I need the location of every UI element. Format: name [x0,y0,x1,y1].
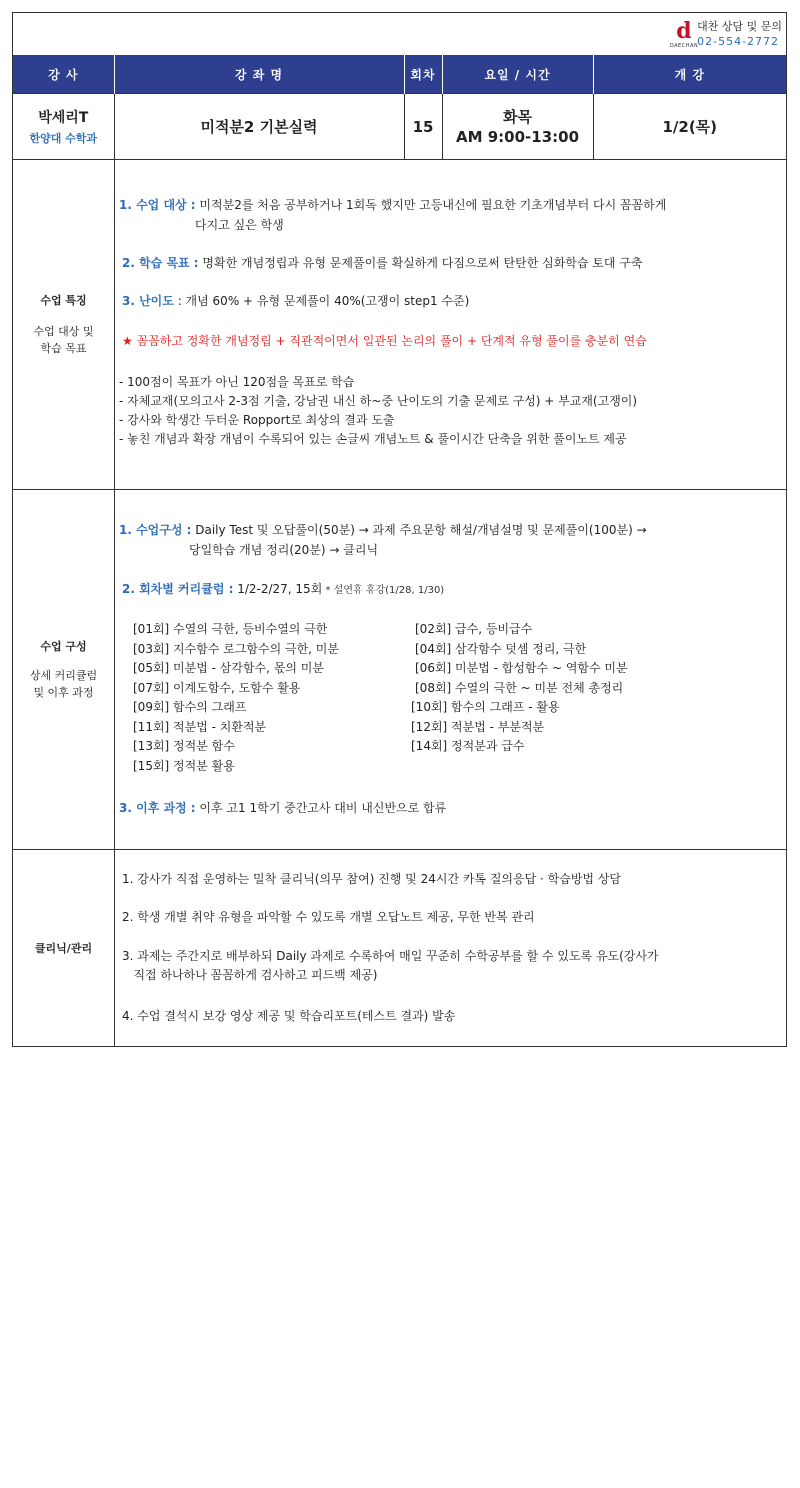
features-label-sub2: 학습 목표 [40,342,87,355]
header-schedule: 요일 / 시간 [442,55,593,94]
start-date: 1/2(목) [593,94,786,160]
session-item: [01회] 수열의 극한, 등비수열의 극한 [133,622,328,636]
schedule-cell [442,94,593,160]
feature-bullet-1: - 100점이 목표가 아닌 120점을 목표로 학습 [119,375,355,389]
level-title: 3. 난이도 [122,294,174,308]
session-item: [05회] 미분법 - 삼각함수, 몫의 미분 [133,661,324,675]
clinic-item-2: 2. 학생 개별 취약 유형을 파악할 수 있도록 개별 오답노트 제공, 무한 반복 관리 [122,910,535,924]
session-row [133,757,339,777]
target-text1: 미적분2를 처음 공부하거나 1회독 했지만 고등내신에 필요한 기초개념부터 다시 꼼꼼하게 [195,198,667,212]
contact-phone[interactable]: 02-554-2772 [697,35,780,48]
teacher-name: 박세리T [38,110,89,126]
session-item: [04회] 삼각함수 덧셈 정리, 극한 [415,641,587,656]
header-start: 개 강 [593,55,786,94]
goal-line [122,254,642,273]
session-item: [13회] 정적분 함수 [133,739,235,753]
comp-title: 1. 수업구성 : [119,523,192,537]
curr-text: 1/2-2/27, 15회 [233,582,323,596]
header-sessions: 회차 [404,55,442,94]
clinic-item-4: 4. 수업 결석시 보강 영상 제공 및 학습리포트(테스트 결과) 발송 [122,1009,456,1023]
feature-bullet-2: - 자체교재(모의고사 2-3점 기출, 강남권 내신 하~중 난이도의 기출 문제로 구성) + 부교재(고쟁이) [119,394,638,408]
header-teacher: 강 사 [13,55,114,94]
session-item: [09회] 함수의 그래프 [133,700,247,714]
level-line [122,292,469,311]
session-item: [08회] 수열의 극한 ~ 미분 전체 총정리 [415,680,624,695]
comp-line [119,521,647,540]
goal-text: 명확한 개념정립과 유형 문제풀이를 확실하게 다짐으로써 탄탄한 심화학습 토대 구축 [198,256,643,270]
target-text2: 다지고 싶은 학생 [195,218,284,232]
level-text: : 개념 60% + 유형 문제풀이 40%(고쟁이 step1 수준) [173,294,470,308]
teacher-cell [13,94,114,160]
session-count: 15 [404,94,442,160]
highlight-line: ★ 꼼꼼하고 정확한 개념정립 + 직관적이면서 일관된 논리의 풀이 + 단계적 유형 풀이를 충분히 연습 [122,334,647,348]
clinic-label [13,850,115,1046]
contact-label: 대찬 상담 및 문의 [697,20,782,33]
clinic-section [13,850,786,1046]
curr-title: 2. 회차별 커리큘럼 : [122,582,234,596]
structure-section [13,490,786,850]
session-item: [02회] 급수, 등비급수 [415,622,533,636]
features-label [13,160,115,489]
session-row [133,620,533,640]
session-row [133,640,587,660]
structure-label-sub2: 및 이후 과정 [33,686,94,699]
session-item: [10회] 함수의 그래프 - 활용 [411,700,560,714]
session-item: [12회] 적분법 - 부분적분 [411,719,545,734]
after-line [119,799,446,818]
course-sheet [12,12,787,1047]
daechan-logo-icon: d [676,18,692,44]
header-course: 강 좌 명 [114,55,404,94]
feature-bullet-4: - 놓친 개념과 확장 개념이 수록되어 있는 손글씨 개념노트 & 풀이시간 단축을 위한 풀이노트 제공 [119,432,627,446]
features-label-sub1: 수업 대상 및 [33,325,94,338]
session-row [133,698,560,718]
daechan-logo [668,19,700,53]
session-row [133,679,624,699]
course-header-table [13,55,786,160]
session-item: [06회] 미분법 - 합성함수 ~ 역함수 미분 [415,661,628,675]
comp-text1: Daily Test 및 오답풀이(50분) → 과제 주요문항 해설/개념설명 및 문제풀이(100분) → [191,523,647,537]
session-row [133,718,545,738]
structure-label-sub1: 상세 커리큘럼 [29,669,98,682]
target-line [119,196,666,215]
course-row [13,94,786,160]
clinic-item-1: 1. 강사가 직접 운영하는 밀착 클리닉(의무 참여) 진행 및 24시간 카톡 질의응답 · 학습방법 상담 [122,872,622,886]
curr-note: * 설연휴 휴강(1/28, 1/30) [322,585,445,596]
clinic-label-main: 클리닉/관리 [34,941,93,955]
session-item: [07회] 이계도함수, 도함수 활용 [133,680,301,695]
session-row [133,659,628,679]
session-item: [14회] 정적분과 급수 [411,739,525,753]
session-row [133,737,525,757]
teacher-univ: 한양대 수학과 [29,132,98,145]
features-section [13,160,786,490]
structure-label-main: 수업 구성 [40,640,87,653]
clinic-item-3-cont: 직접 하나하나 꼼꼼하게 검사하고 피드백 제공) [122,968,378,982]
schedule-time: AM 9:00-13:00 [455,127,580,146]
goal-title: 2. 학습 목표 : [122,256,199,270]
structure-label [13,490,115,849]
clinic-item-3: 3. 과제는 주간지로 배부하되 Daily 과제로 수록하여 매일 꾸준히 수학공부를 할 수 있도록 유도(강사가 [122,949,659,963]
logo-brand-text: DAECHAN [669,43,699,49]
curr-line [122,580,444,600]
session-item: [15회] 정적분 활용 [133,758,235,773]
schedule-days: 화목 [503,107,532,126]
top-bar [13,13,786,56]
target-title: 1. 수업 대상 : [119,198,196,212]
course-name: 미적분2 기본실력 [114,94,404,160]
after-title: 3. 이후 과정 : [119,801,196,815]
feature-bullet-3: - 강사와 학생간 두터운 Ropport로 최상의 결과 도출 [119,413,395,427]
header-row [13,55,786,94]
session-grid [133,620,628,776]
after-text: 이후 고1 1학기 중간고사 대비 내신반으로 합류 [195,801,447,815]
session-item: [03회] 지수함수 로그함수의 극한, 미분 [133,641,339,656]
session-item: [11회] 적분법 - 치환적분 [133,719,267,734]
contact-info [697,19,782,49]
comp-text2: 당일학습 개념 정리(20분) → 클리닉 [189,543,379,557]
features-label-main: 수업 특징 [40,294,87,307]
